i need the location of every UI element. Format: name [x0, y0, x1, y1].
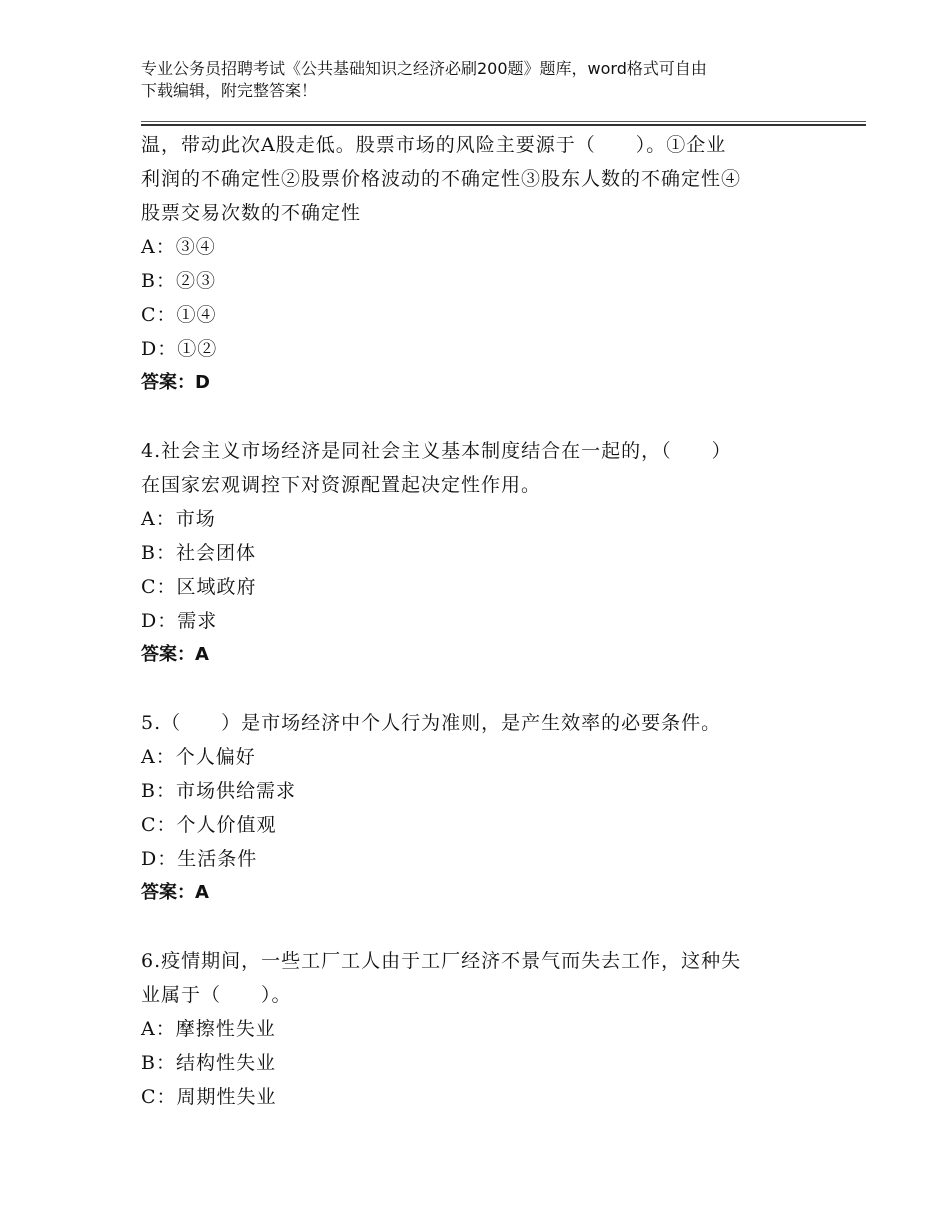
- question-stem: [141, 944, 801, 1012]
- stem-line: 在国家宏观调控下对资源配置起决定性作用。: [141, 474, 542, 496]
- answer-label: 答案：D: [141, 372, 210, 393]
- option-d: D：需求: [141, 610, 218, 632]
- option-c: C：周期性失业: [141, 1086, 277, 1108]
- stem-line: 6.疫情期间，一些工厂工人由于工厂经济不景气而失去工作，这种失: [141, 950, 742, 972]
- option-c: C：个人价值观: [141, 814, 277, 836]
- option-c: C：①④: [141, 304, 217, 326]
- option-a: A：个人偏好: [141, 746, 256, 768]
- option-d: D：①②: [141, 338, 218, 360]
- page-header: [141, 58, 801, 102]
- stem-line: 4.社会主义市场经济是同社会主义基本制度结合在一起的，（ ）: [141, 440, 732, 462]
- option-b: B：②③: [141, 270, 216, 292]
- stem-line: 5.（ ）是市场经济中个人行为准则，是产生效率的必要条件。: [141, 712, 722, 734]
- question-5: [141, 706, 801, 910]
- question-stem: [141, 128, 801, 230]
- divider-thin-line: [141, 121, 866, 122]
- header-line-1: 专业公务员招聘考试《公共基础知识之经济必刷200题》题库，word格式可自由: [141, 59, 707, 78]
- divider-thick-line: [141, 124, 866, 126]
- option-a: A：市场: [141, 508, 216, 530]
- question-list: [141, 128, 801, 1114]
- answer-label: 答案：A: [141, 644, 209, 665]
- option-c: C：区域政府: [141, 576, 257, 598]
- header-divider: [141, 121, 866, 126]
- option-a: A：摩擦性失业: [141, 1018, 276, 1040]
- question-6: [141, 944, 801, 1114]
- stem-line: 温，带动此次A股走低。股票市场的风险主要源于（ ）。①企业: [141, 134, 727, 156]
- option-b: B：结构性失业: [141, 1052, 276, 1074]
- option-a: A：③④: [141, 236, 216, 258]
- answer-label: 答案：A: [141, 882, 209, 903]
- stem-line: 利润的不确定性②股票价格波动的不确定性③股东人数的不确定性④: [141, 168, 742, 190]
- stem-line: 业属于（ ）。: [141, 984, 292, 1006]
- option-b: B：市场供给需求: [141, 780, 296, 802]
- header-line-2: 下载编辑，附完整答案！: [141, 81, 318, 100]
- question-stem: [141, 706, 801, 740]
- option-d: D：生活条件: [141, 848, 258, 870]
- question-3: [141, 128, 801, 400]
- question-stem: [141, 434, 801, 502]
- stem-line: 股票交易次数的不确定性: [141, 202, 362, 224]
- option-b: B：社会团体: [141, 542, 256, 564]
- question-4: [141, 434, 801, 672]
